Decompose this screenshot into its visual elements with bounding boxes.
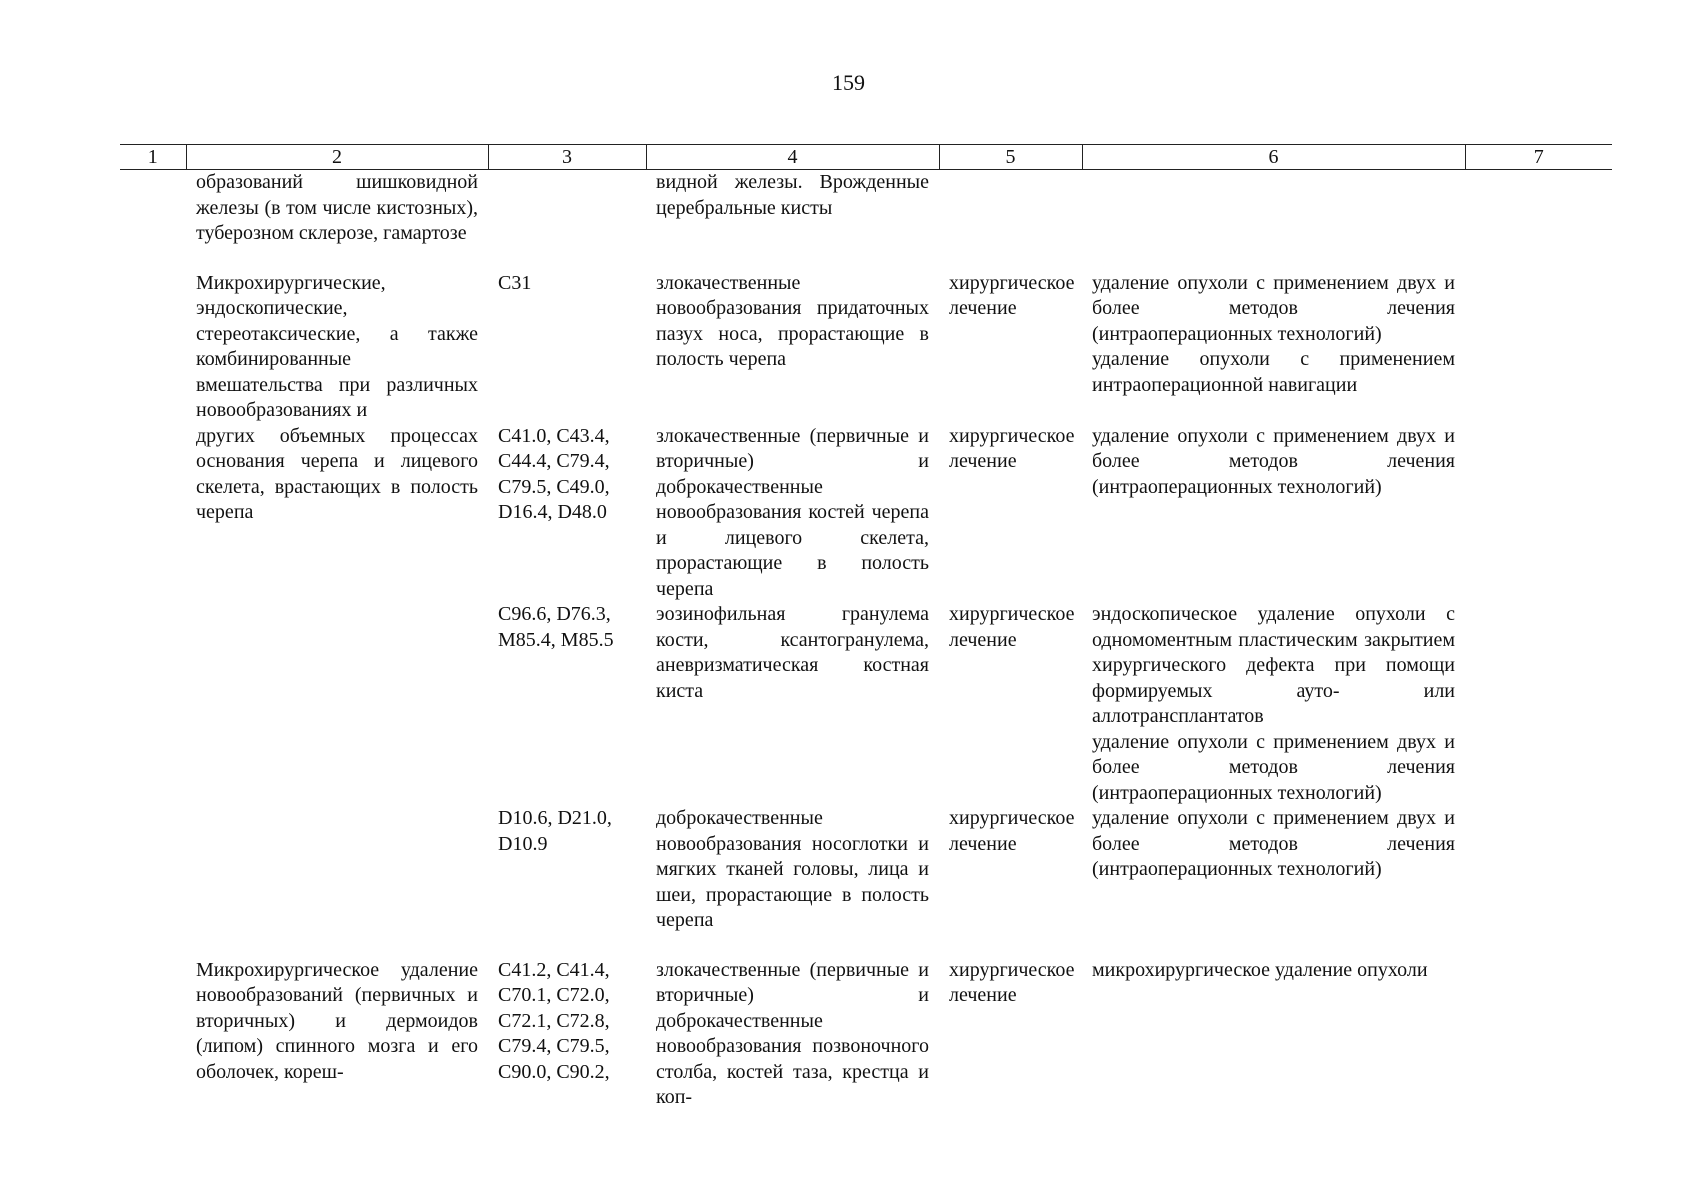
- treatment-type-cell: хирургическое лечение: [949, 807, 1075, 855]
- procedure-name-cell: образований шишковидной железы (в том числе кистозных), туберозном склерозе, гамартозе: [196, 171, 478, 244]
- treatment-method-cell: эндоскопическое удаление опухоли с одномоментным пластическим закрытием хирургического дефекта при помощи формируемых ауто- или аллотрансплантатов удаление опухоли с применением двух и более методов лечения (интраоперационных технологий): [1092, 603, 1455, 804]
- icd-codes-cell: C96.6, D76.3, M85.4, M85.5: [498, 603, 614, 651]
- procedure-name-cell: других объемных процессах основания черепа и лицевого скелета, врастающих в полость черепа: [196, 424, 478, 523]
- treatment-method-cell: удаление опухоли с применением двух и более методов лечения (интраоперационных технологий): [1092, 424, 1455, 498]
- cost-cell: [1465, 958, 1612, 1111]
- cost-cell: [1465, 170, 1612, 247]
- column-header-7: 7: [1465, 145, 1612, 170]
- treatment-type-cell: [939, 170, 1082, 247]
- treatment-type-cell: хирургическое лечение: [949, 271, 1075, 319]
- column-header-4: 4: [646, 145, 939, 170]
- table-row: [120, 170, 1612, 247]
- column-header-3: 3: [488, 145, 646, 170]
- treatment-method-cell: удаление опухоли с применением двух и более методов лечения (интраоперационных технологий): [1092, 807, 1455, 880]
- spacer-row: [120, 934, 1612, 958]
- diagnosis-cell: эозинофильная гранулема кости, ксантогранулема, аневризматическая костная киста: [656, 603, 929, 702]
- row-number-cell: [120, 271, 186, 424]
- icd-codes-cell: C41.0, C43.4, C44.4, C79.4, C79.5, C49.0, D16.4, D48.0: [498, 424, 610, 523]
- icd-codes-cell: D10.6, D21.0, D10.9: [498, 807, 612, 855]
- treatment-method-cell: удаление опухоли с применением двух и более методов лечения (интраоперационных технологий) удаление опухоли с применением интраоперационной навигации: [1092, 271, 1455, 396]
- procedure-name-cell: Микрохирургическое удаление новообразований (первичных и вторичных) и дермоидов (липом) спинного мозга и его оболочек, кореш-: [196, 958, 478, 1083]
- treatment-type-cell: хирургическое лечение: [949, 603, 1075, 651]
- column-header-5: 5: [939, 145, 1082, 170]
- page-number: 159: [832, 70, 865, 95]
- column-header-1: 1: [120, 145, 186, 170]
- table-row: [120, 806, 1612, 934]
- icd-codes-cell: C41.2, C41.4, C70.1, C72.0, C72.1, C72.8, C79.4, C79.5, C90.0, C90.2,: [498, 958, 610, 1083]
- column-header-2: 2: [186, 145, 488, 170]
- diagnosis-cell: доброкачественные новообразования носоглотки и мягких тканей головы, лица и шеи, прорастающие в полость черепа: [656, 807, 929, 931]
- diagnosis-cell: видной железы. Врожденные церебральные кисты: [656, 171, 929, 219]
- cost-cell: [1465, 271, 1612, 424]
- treatment-type-cell: хирургическое лечение: [949, 424, 1075, 472]
- diagnosis-cell: злокачественные (первичные и вторичные) и доброкачественные новообразования позвоночного столба, костей таза, крестца и коп-: [656, 958, 929, 1108]
- spacer-row: [120, 247, 1612, 271]
- table-row: [120, 602, 1612, 806]
- procedure-name-cell: Микрохирургические, эндоскопические, стереотаксические, а также комбинированные вмешательства при различных новообразованиях и: [196, 271, 478, 421]
- row-number-cell: [120, 806, 186, 934]
- row-number-cell: [120, 170, 186, 247]
- cost-cell: [1465, 424, 1612, 603]
- table-row: [120, 424, 1612, 603]
- icd-codes-cell: C31: [498, 271, 532, 294]
- table-row: [120, 271, 1612, 424]
- diagnosis-cell: злокачественные (первичные и вторичные) и доброкачественные новообразования костей черепа и лицевого скелета, прорастающие в полость черепа: [656, 424, 929, 600]
- treatment-method-cell: [1082, 170, 1465, 247]
- cost-cell: [1465, 806, 1612, 934]
- procedure-name-cell: [186, 602, 488, 806]
- table-header-row: [120, 145, 1612, 170]
- procedure-name-cell: [186, 806, 488, 934]
- row-number-cell: [120, 958, 186, 1111]
- column-header-6: 6: [1082, 145, 1465, 170]
- row-number-cell: [120, 424, 186, 603]
- row-number-cell: [120, 602, 186, 806]
- treatment-type-cell: хирургическое лечение: [949, 958, 1075, 1006]
- cost-cell: [1465, 602, 1612, 806]
- diagnosis-cell: злокачественные новообразования придаточных пазух носа, прорастающие в полость черепа: [656, 271, 929, 370]
- medical-procedures-table: [120, 144, 1612, 1111]
- treatment-method-cell: микрохирургическое удаление опухоли: [1092, 958, 1428, 981]
- table-row: [120, 958, 1612, 1111]
- icd-codes-cell: [488, 170, 646, 247]
